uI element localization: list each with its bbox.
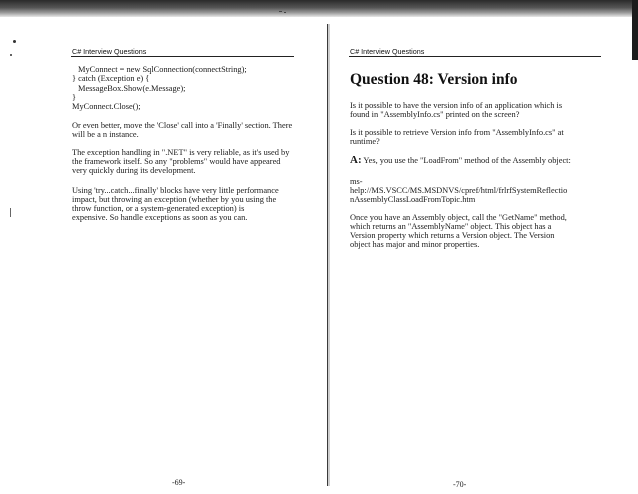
paragraph-line: which returns an "AssemblyName" object. This object has a bbox=[350, 222, 552, 231]
binding-hole bbox=[10, 54, 12, 56]
paragraph-line: Once you have an Assembly object, call the "GetName" method, bbox=[350, 213, 567, 222]
paragraph-line: impact, but throwing an exception (whether by you using the bbox=[72, 195, 277, 204]
header-rule-right bbox=[349, 56, 601, 57]
question-line: Is it possible to have the version info of an application which is bbox=[350, 101, 563, 110]
paragraph-line: object has major and minor properties. bbox=[350, 240, 480, 249]
question-line: Is it possible to retrieve Version info from "AssemblyInfo.cs" at bbox=[350, 128, 564, 137]
binding-hole bbox=[13, 40, 16, 43]
running-head-right: C# Interview Questions bbox=[350, 47, 425, 56]
paragraph-line: very quickly during its development. bbox=[72, 166, 196, 175]
help-url-line: ms- bbox=[350, 177, 363, 186]
code-line: } catch (Exception e) { bbox=[72, 74, 150, 83]
code-line: MyConnect = new SqlConnection(connectString); bbox=[78, 65, 247, 74]
question-title: Question 48: Version info bbox=[350, 71, 518, 88]
code-line: MyConnect.Close(); bbox=[72, 102, 141, 111]
paragraph-line: will be a n instance. bbox=[72, 130, 139, 139]
scan-speck bbox=[279, 11, 282, 12]
help-url-line: nAssemblyClassLoadFromTopic.htm bbox=[350, 195, 476, 204]
paragraph-line: The exception handling in ".NET" is very reliable, as it's used by bbox=[72, 148, 290, 157]
question-line: found in "AssemblyInfo.cs" printed on the screen? bbox=[350, 110, 520, 119]
help-url-line: help://MS.VSCC/MS.MSDNVS/cpref/html/frlrfSystemReflectio bbox=[350, 186, 568, 195]
page-number-left: -69- bbox=[172, 478, 186, 487]
paragraph-line: expensive. So handle exceptions as soon as you can. bbox=[72, 213, 248, 222]
paragraph-line: throw function, or a system-generated exception) is bbox=[72, 204, 245, 213]
paragraph-line: Version property which returns a Version object. The Version bbox=[350, 231, 555, 240]
answer-line bbox=[350, 156, 571, 165]
question-line: runtime? bbox=[350, 137, 380, 146]
margin-mark bbox=[10, 208, 11, 217]
code-line: } bbox=[72, 93, 77, 102]
page-number-right: -70- bbox=[453, 480, 467, 489]
scan-speck bbox=[284, 12, 286, 13]
code-line: MessageBox.Show(e.Message); bbox=[78, 84, 186, 93]
answer-text: Yes, you use the "LoadFrom" method of the Assembly object: bbox=[361, 156, 571, 165]
scan-top-edge bbox=[0, 0, 638, 17]
paragraph-line: Or even better, move the 'Close' call into a 'Finally' section. There bbox=[72, 121, 293, 130]
book-spine-shadow bbox=[328, 24, 330, 486]
paragraph-line: the framework itself. So any "problems" would have appeared bbox=[72, 157, 281, 166]
answer-label: A: bbox=[350, 154, 362, 166]
paragraph-line: Using 'try...catch...finally' blocks have very little performance bbox=[72, 186, 279, 195]
running-head-left: C# Interview Questions bbox=[72, 47, 147, 56]
scan-right-edge bbox=[632, 0, 638, 60]
header-rule-left bbox=[71, 56, 294, 57]
